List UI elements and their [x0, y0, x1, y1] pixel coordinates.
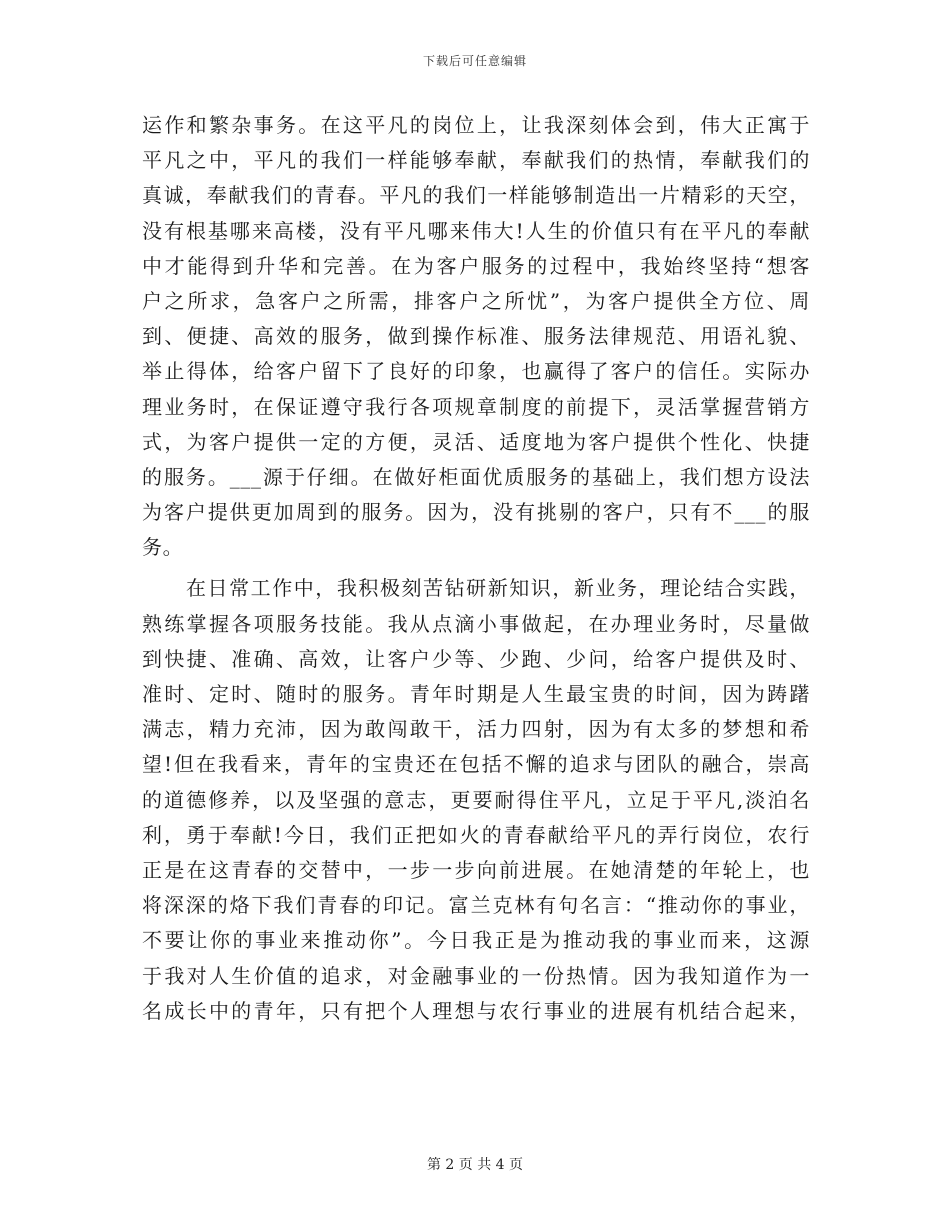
- text-line: 熟练掌握各项服务技能。我从点滴小事做起，在办理业务时，尽量做: [142, 611, 810, 636]
- text-line: 不要让你的事业来推动你”。今日我正是为推动我的事业而来，这源: [142, 928, 810, 953]
- text-line: 务。: [142, 535, 184, 560]
- text-line: 为客户提供更加周到的服务。因为，没有挑剔的客户，只有不___的服: [142, 500, 810, 525]
- paragraph: [142, 571, 810, 1028]
- text-line: 没有根基哪来高楼，没有平凡哪来伟大!人生的价值只有在平凡的奉献: [142, 218, 810, 243]
- text-line: 准时、定时、随时的服务。青年时期是人生最宝贵的时间，因为踌躇: [142, 682, 810, 706]
- text-line: 到快捷、准确、高效，让客户少等、少跑、少问，给客户提供及时、: [142, 646, 810, 671]
- text-line: 真诚，奉献我们的青春。平凡的我们一样能够制造出一片精彩的天空，: [142, 183, 810, 208]
- paragraph: [142, 108, 810, 565]
- document-body: [142, 108, 810, 1029]
- text-line: 名成长中的青年，只有把个人理想与农行事业的进展有机结合起来，: [142, 998, 810, 1023]
- text-line: 于我对人生价值的追求，对金融事业的一份热情。因为我知道作为一: [142, 963, 810, 988]
- text-line: 式，为客户提供一定的方便，灵活、适度地为客户提供个性化、快捷: [142, 429, 810, 454]
- text-line: 运作和繁杂事务。在这平凡的岗位上，让我深刻体会到，伟大正寓于: [142, 113, 810, 137]
- text-line: 在日常工作中，我积极刻苦钻研新知识，新业务，理论结合实践，: [186, 576, 810, 601]
- text-line: 到、便捷、高效的服务，做到操作标准、服务法律规范、用语礼貌、: [142, 324, 810, 349]
- text-line: 的道德修养，以及坚强的意志，更要耐得住平凡，立足于平凡,淡泊名: [142, 787, 810, 812]
- text-line: 正是在这青春的交替中，一步一步向前进展。在她清楚的年轮上，也: [142, 857, 810, 882]
- page-header-note: 下载后可任意编辑: [422, 54, 527, 68]
- text-line: 理业务时，在保证遵守我行各项规章制度的前提下，灵活掌握营销方: [142, 394, 810, 419]
- page-number: 第 2 页 共 4 页: [426, 1157, 524, 1173]
- text-line: 平凡之中，平凡的我们一样能够奉献，奉献我们的热情，奉献我们的: [142, 148, 810, 173]
- text-line: 举止得体，给客户留下了良好的印象，也赢得了客户的信任。实际办: [142, 359, 810, 384]
- text-line: 望!但在我看来，青年的宝贵还在包括不懈的追求与团队的融合，崇高: [142, 752, 810, 777]
- text-line: 利，勇于奉献!今日，我们正把如火的青春献给平凡的弄行岗位，农行: [142, 822, 810, 847]
- text-line: 的服务。___源于仔细。在做好柜面优质服务的基础上，我们想方设法: [142, 464, 810, 489]
- text-line: 户之所求，急客户之所需，排客户之所忧”，为客户提供全方位、周: [142, 288, 810, 313]
- text-line: 将深深的烙下我们青春的印记。富兰克林有句名言：“推动你的事业，: [142, 893, 810, 918]
- text-line: 满志，精力充沛，因为敢闯敢干，活力四射，因为有太多的梦想和希: [142, 717, 810, 742]
- text-line: 中才能得到升华和完善。在为客户服务的过程中，我始终坚持“想客: [142, 253, 810, 278]
